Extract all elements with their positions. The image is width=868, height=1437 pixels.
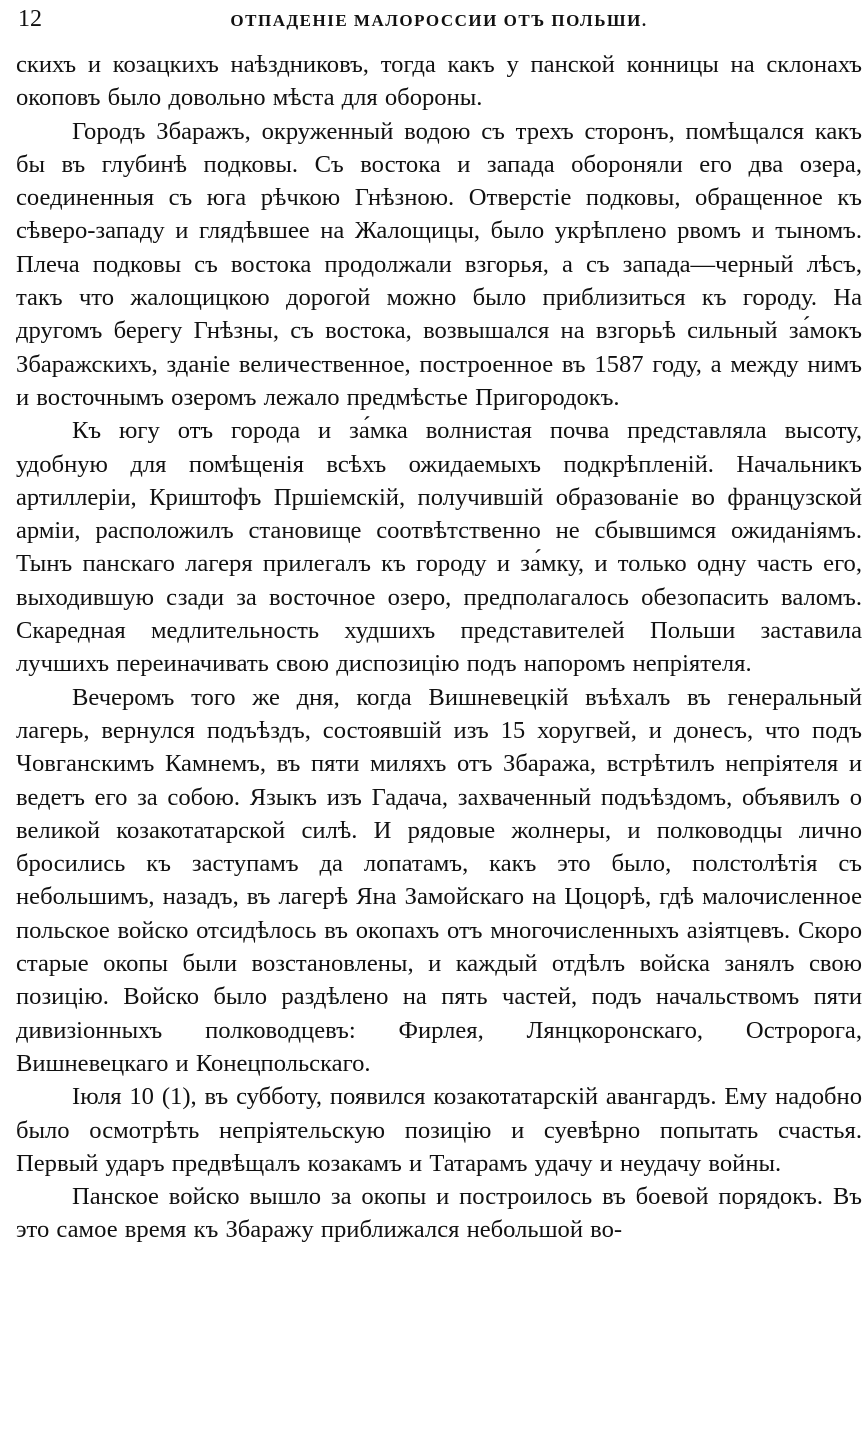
paragraph-camp-layout: Къ югу отъ города и за́мка волнистая почва представляла высоту, удобную для помѣщенія всѣхъ ожидаемыхъ подкрѣпленій. Начальникъ артиллеріи, Криштофъ Пршіемскій, получившій образованіе во французской арміи, расположилъ становище соотвѣтственно не сбывшимся ожиданіямъ. Тынъ панскаго лагеря прилегалъ къ городу и за́мку, и только одну часть его, выходившую сзади за восточное озеро, предполагалось обезопасить валомъ. Скаредная медлительность худшихъ представителей Польши заставила лучшихъ переиначивать свою диспозицію подъ напоромъ непріятеля. bbox=[16, 417, 862, 678]
running-title: ОТПАДЕНІЕ МАЛОРОССИИ ОТЪ ПОЛЬШИ. bbox=[230, 11, 648, 30]
paragraph-july-10: Іюля 10 (1), въ субботу, появился козакотатарскій авангардъ. Ему надобно было осмотрѣть непріятельскую позицію и суевѣрно попытать счастья. Первый ударъ предвѣщалъ козакамъ и Татарамъ удачу и неудачу войны. bbox=[16, 1083, 862, 1177]
running-head bbox=[16, 0, 862, 48]
body-text bbox=[16, 48, 862, 1247]
page-number: 12 bbox=[18, 6, 42, 32]
paragraph-town-description: Городъ Збаражъ, окруженный водою съ трехъ сторонъ, помѣщался какъ бы въ глубинѣ подковы. Съ востока и запада обороняли его два озера, соединенныя съ юга рѣчкою Гнѣзною. Отверстіе подковы, обращенное къ сѣверо-западу и глядѣвшее на Жалощицы, было укрѣплено рвомъ и тыномъ. Плеча подковы съ востока продолжали взгорья, а съ запада—черный лѣсъ, такъ что жалощицкою дорогой можно было приблизиться къ городу. На другомъ берегу Гнѣзны, съ востока, возвышался на взгорьѣ сильный за́мокъ Збаражскихъ, зданіе величественное, построенное въ 1587 году, а между нимъ и восточнымъ озеромъ лежало предмѣстье Пригородокъ. bbox=[16, 117, 862, 411]
paragraph-continuation: скихъ и козацкихъ наѣздниковъ, тогда какъ у панской конницы на склонахъ окоповъ было довольно мѣста для обороны. bbox=[16, 51, 862, 112]
paragraph-battle-order: Панское войско вышло за окопы и построилось въ боевой порядокъ. Въ это самое время къ Збаражу приближался небольшой во- bbox=[16, 1183, 862, 1244]
paragraph-evening-report: Вечеромъ того же дня, когда Вишневецкій въѣхалъ въ генеральный лагерь, вернулся подъѣздъ, состоявшій изъ 15 хоругвей, и донесъ, что подъ Човганскимъ Камнемъ, въ пяти миляхъ отъ Збаража, встрѣтилъ непріятеля и ведетъ его за собою. Языкъ изъ Гадача, захваченный подъѣздомъ, объявилъ о великой козакотатарской силѣ. И рядовые жолнеры, и полководцы лично бросились къ заступамъ да лопатамъ, какъ это было, полстолѣтія съ небольшимъ, назадъ, въ лагерѣ Яна Замойскаго на Цоцорѣ, гдѣ малочисленное польское войско отсидѣлось въ окопахъ отъ многочисленныхъ азіятцевъ. Скоро старые окопы были возстановлены, и каждый отдѣлъ войска занялъ свою позицію. Войско было раздѣлено на пять частей, подъ начальствомъ пяти дивизіонныхъ полководцевъ: Фирлея, Лянцкоронскаго, Остророга, Вишневецкаго и Конецпольскаго. bbox=[16, 683, 862, 1077]
